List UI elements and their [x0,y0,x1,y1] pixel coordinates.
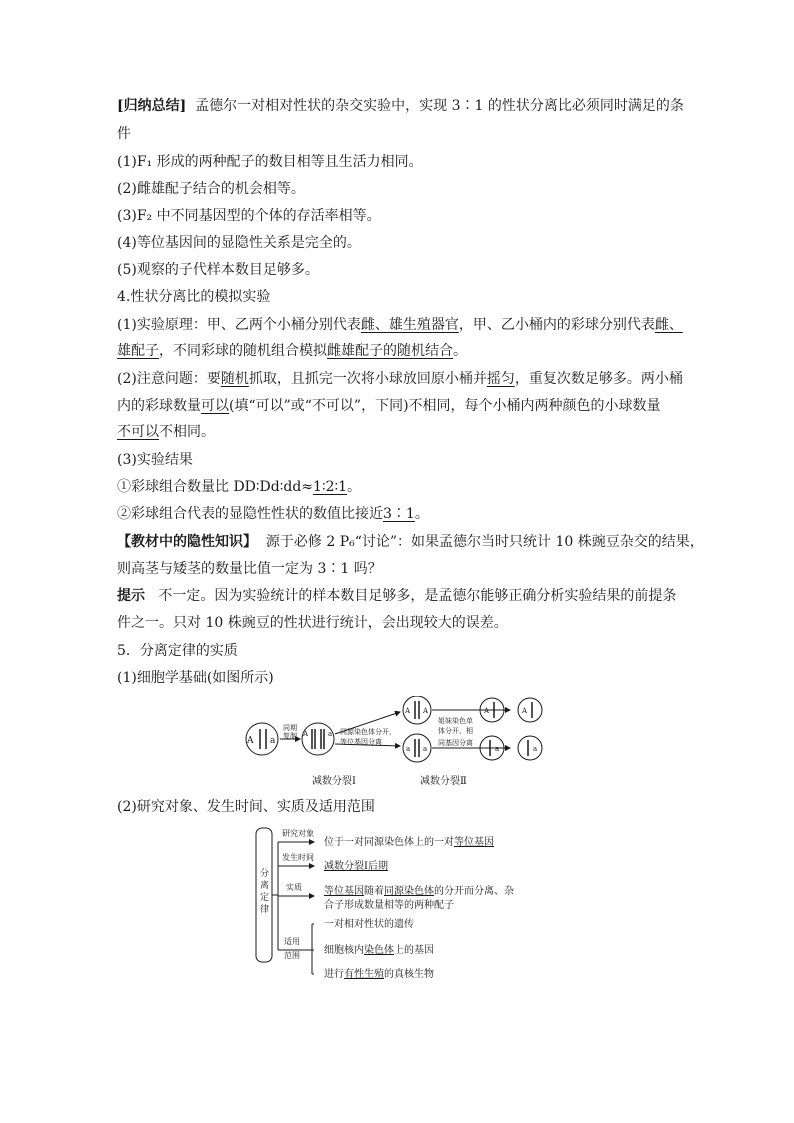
label-meiosis-2: 减数分裂Ⅱ [420,776,467,787]
sim-result-1 [117,477,361,497]
summary-item-4: (4)等位基因间的显隐性关系是完全的。 [117,235,361,251]
summary-item-2: (2)雌雄配子结合的机会相等。 [117,181,305,197]
research-label: 研究对象 [282,829,314,838]
root-char: 离 [260,881,270,891]
text: 内的彩球数量 [117,398,201,414]
sim-principle-line1 [117,315,683,335]
sim-notes-line2 [117,396,661,416]
text: ，不同彩球的随机组合模拟 [159,343,327,359]
sim-result-2 [117,504,429,524]
scope-3: 进行有性生殖的真核生物 [324,969,434,980]
research-text: 位于一对同源染色体上的一对等位基因 [324,837,494,848]
allele-label: A [405,707,411,715]
allele-label: A [303,730,309,738]
text: 。 [414,506,429,522]
sim-principle-line2 [117,341,467,361]
sim-results-heading: (3)实验结果 [117,452,193,468]
step-label: 复制 [283,732,297,740]
summary-item-1: (1)F₁ 形成的两种配子的数目相等且生活力相同。 [117,154,423,170]
text: ，甲、乙小桶内的彩球分别代表 [458,317,655,333]
hint-tag: 提示 [117,588,145,604]
step-label: 同期 [283,724,297,732]
step-label: 体分开、相 [438,727,473,735]
text: (1)实验原理：甲、乙两个小桶分别代表 [117,317,361,333]
sim-notes-line3 [117,422,215,442]
scope-2: 细胞核内染色体上的基因 [324,945,434,956]
scope-label: 适用 [284,937,300,946]
time-label: 发生时间 [282,853,314,862]
text: 不相同。 [159,424,215,440]
text: 。 [347,479,362,495]
answer: 摇匀 [486,371,515,387]
allele-label: A [522,707,528,715]
answer: 可以 [201,398,229,414]
essence-text-2: 合子形成数量相等的两种配子 [324,900,454,911]
answer: 雌、 [654,317,683,333]
text: ，重复次数足够多。两小桶 [514,371,683,387]
step-label: 同基因分离 [438,739,473,747]
law-sub-1: (1)细胞学基础(如图所示) [117,670,274,686]
answer: 雌、雄生殖器官 [360,317,459,333]
scope-1: 一对相对性状的遗传 [324,919,414,930]
scope-label: 范围 [284,951,300,960]
allele-label: a [406,745,411,753]
summary-line-2: 件 [117,126,131,142]
allele-label: a [270,736,276,746]
hidden-line-2: 则高茎与矮茎的数量比值一定为 3∶1 吗？ [117,561,382,577]
answer: 3∶1 [383,506,415,522]
root-char: 律 [260,905,270,915]
text: 源于必修 2 P₆“讨论”：如果孟德尔当时只统计 10 株豌豆杂交的结果， [265,534,704,550]
text: ②彩球组合代表的显隐性性状的数值比接近 [117,506,383,522]
law-sub-2: (2)研究对象、发生时间、实质及适用范围 [117,799,375,815]
answer: 不可以 [117,424,159,440]
text: (填“可以”或“不可以”，下同)不相同，每个小桶内两种颜色的小球数量 [229,398,661,414]
allele-label: A [423,707,429,715]
essence-text-1: 等位基因随着同源染色体的分开而分离、杂 [324,886,514,897]
step-label: 等位基因分离 [340,738,382,746]
answer: 随机 [220,371,249,387]
hint-line-1 [117,586,676,606]
hidden-tag: 【教材中的隐性知识】 [117,534,257,550]
text: 。 [453,343,467,359]
summary-item-3: (3)F₂ 中不同基因型的个体的存活率相等。 [117,208,381,224]
allele-label: a [423,745,428,753]
sim-notes-line1 [117,369,683,389]
text: ①彩球组合数量比 DD∶Dd∶dd≈ [117,479,314,495]
sim-heading: 4.性状分离比的模拟实验 [117,289,271,305]
concept-map [252,824,552,984]
summary-item-5: (5)观察的子代样本数目足够多。 [117,262,319,278]
text: 抓取，且抓完一次将小球放回原小桶并 [248,371,487,387]
summary-line-1 [117,96,684,116]
essence-label: 实质 [286,883,302,892]
law-heading: 5．分离定律的实质 [117,643,238,659]
root-char: 定 [260,893,270,903]
time-text: 减数分裂Ⅰ后期 [324,861,388,872]
text: 不一定。因为实验统计的样本数目足够多，是孟德尔能够正确分析实验结果的前提条 [158,588,677,604]
allele-label: a [533,745,538,753]
allele-label: a [495,745,500,753]
allele-label: a [328,730,333,738]
summary-text: 孟德尔一对相对性状的杂交实验中，实现 3∶1 的性状分离比必须同时满足的条 [195,98,684,114]
root-char: 分 [260,869,270,879]
summary-tag: [归纳总结] [117,98,187,114]
hidden-line-1 [117,532,704,552]
step-label: 姐妹染色单 [438,717,473,725]
text: (2)注意问题：要 [117,371,221,387]
label-meiosis-1: 减数分裂Ⅰ [312,776,356,787]
answer: 1∶2∶1 [313,479,348,495]
hint-line-2: 件之一。只对 10 株豌豆的性状进行统计，会出现较大的误差。 [117,615,508,631]
answer: 雌雄配子的随机结合 [327,343,453,359]
allele-label: A [484,707,490,715]
step-label: 同源染色体分开， [340,728,396,736]
allele-label: A [247,736,254,746]
meiosis-diagram [240,696,560,796]
answer: 雄配子 [117,343,159,359]
